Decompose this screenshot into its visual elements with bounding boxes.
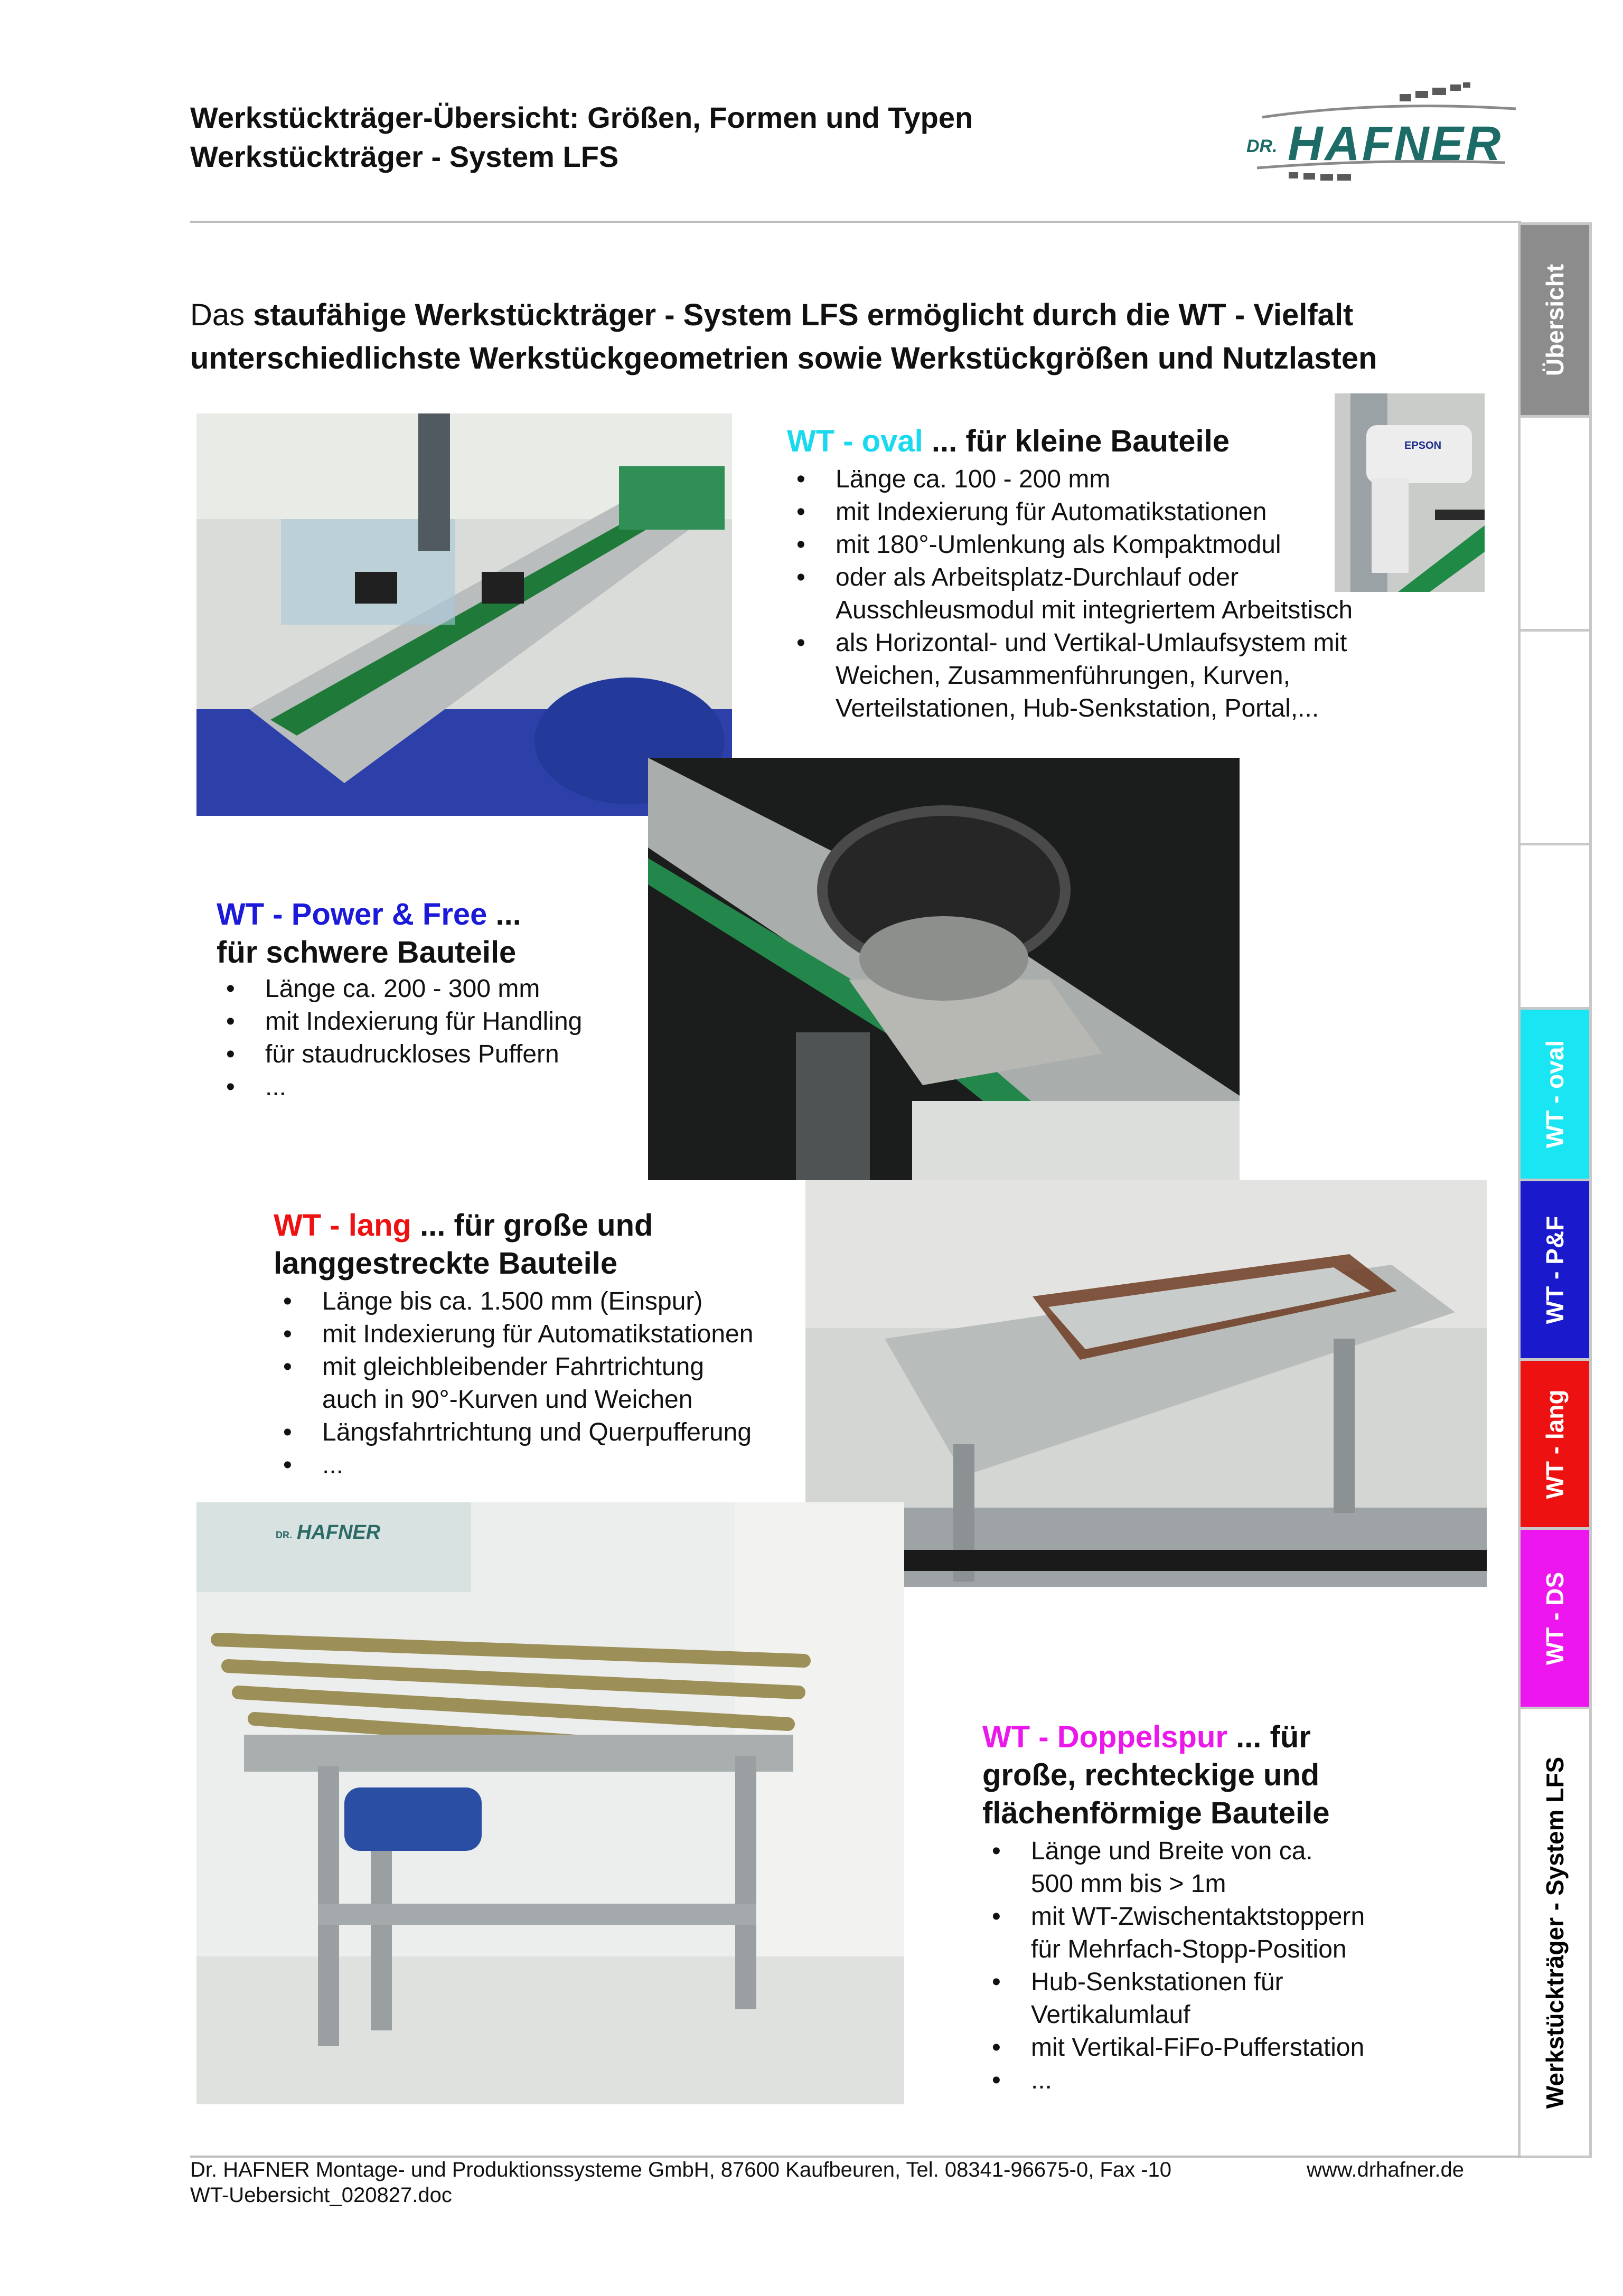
ds-title-colored: WT - Doppelspur [982,1720,1227,1754]
pf-bullet: • ... [217,1071,639,1104]
oval-bullet: • mit Indexierung für Automatikstationen [787,496,1410,529]
intro-lead: Das [190,298,254,332]
lang-title-rest1: ... für große und [411,1208,653,1243]
photo-epson-robot-graphic [1335,393,1485,592]
ds-bullet-list [982,1835,1431,2097]
ds-title-rest2: große, rechteckige und [982,1758,1320,1792]
side-tab-empty[interactable] [1518,843,1592,1010]
epson-label: EPSON [1404,440,1442,451]
footer-website[interactable]: www.drhafner.de [1307,2158,1464,2181]
logo-name: HAFNER [1288,117,1503,171]
lang-bullet: • mit gleichbleibender Fahrtrichtung auch in 90°-Kurven und Weichen [274,1351,724,1416]
side-tab-wt-ds[interactable] [1518,1527,1592,1709]
ds-bullet: • mit WT-Zwischentaktstoppern für Mehrfach-Stopp-Position [982,1900,1401,1966]
oval-title [787,422,1230,460]
ds-title [982,1718,1329,1832]
side-tab-empty[interactable] [1518,415,1592,632]
hafner-logo [1241,79,1526,190]
side-tab-system-lfs[interactable] [1518,1707,1592,2158]
pf-title [217,896,521,972]
lang-title-rest2: langgestreckte Bauteile [274,1246,618,1281]
ds-title-rest3: flächenförmige Bauteile [982,1796,1330,1830]
lang-title [274,1207,653,1283]
lang-bullet: • Länge bis ca. 1.500 mm (Einspur) [274,1285,802,1318]
pf-title-colored: WT - Power & Free [217,897,487,931]
ds-bullet: • Länge und Breite von ca. 500 mm bis > 1m [982,1835,1327,1900]
pf-bullet-list [217,973,639,1104]
oval-bullet: • mit 180°-Umlenkung als Kompaktmodul [787,529,1311,561]
ds-bullet: • ... [982,2064,1431,2097]
side-tab-label: Werkstückträger - System LFS [1541,1756,1569,2109]
oval-title-rest: ... für kleine Bauteile [923,424,1230,458]
oval-bullet: • Länge ca. 100 - 200 mm [787,463,1410,496]
side-tab-wt-oval[interactable] [1518,1007,1592,1181]
side-tab-label: Übersicht [1541,264,1569,377]
side-tab-empty[interactable] [1518,629,1592,845]
footer-company: Dr. HAFNER Montage- und Produktionssysteme GmbH, 87600 Kaufbeuren, Tel. 08341-96675-0, Fax -10 [190,2158,1172,2181]
photo-long-carrier [805,1180,1487,1587]
intro-bold: staufähige Werkstückträger - System LFS ermöglicht durch die WT - Vielfalt unterschiedlichste Werkstückgeometrien sowie Werkstückgrößen und Nutzlasten [190,298,1377,375]
booth-logo-prefix: DR. [276,1530,292,1540]
side-tab-label: WT - P&F [1541,1216,1569,1324]
photo-epson-robot [1335,393,1485,592]
lang-bullet: • mit Indexierung für Automatikstationen [274,1318,802,1351]
pf-bullet: • mit Indexierung für Handling [217,1005,639,1038]
lang-bullet: • Längsfahrtrichtung und Querpufferung [274,1416,802,1449]
side-tab-wt-lang[interactable] [1518,1358,1592,1530]
ds-bullet: • Hub-Senkstationen für Vertikalumlauf [982,1966,1327,2031]
photo-power-free [648,758,1240,1180]
side-tab-label: WT - DS [1541,1572,1569,1665]
pf-title-rest2: für schwere Bauteile [217,935,517,970]
photo-double-track-graphic [196,1502,904,2104]
header-title-line2: Werkstückträger - System LFS [190,140,619,173]
header-divider [190,221,1521,223]
pf-bullet: • Länge ca. 200 - 300 mm [217,973,639,1005]
side-tab-label: WT - oval [1541,1040,1569,1149]
lang-bullet-list [274,1285,802,1482]
photo-double-track [196,1502,904,2104]
photo-oval-conveyor [196,413,732,816]
oval-title-colored: WT - oval [787,424,923,458]
footer-filename: WT-Uebersicht_020827.doc [190,2184,452,2207]
pf-bullet: • für staudruckloses Puffern [217,1038,639,1071]
photo-power-free-graphic [648,758,1240,1180]
booth-logo-name: HAFNER [297,1521,381,1544]
side-tab-wt-pf[interactable] [1518,1179,1592,1361]
side-tab-label: WT - lang [1541,1389,1569,1499]
lang-title-colored: WT - lang [274,1208,411,1243]
lang-bullet: • ... [274,1449,802,1482]
header-title-line1: Werkstückträger-Übersicht: Größen, Formen und Typen [190,101,973,134]
logo-prefix: DR. [1246,136,1278,156]
ds-bullet: • mit Vertikal-FiFo-Pufferstation [982,2031,1431,2064]
photo-long-carrier-graphic [805,1180,1487,1587]
oval-bullet: • als Horizontal- und Vertikal-Umlaufsystem mit Weichen, Zusammenführungen, Kurven, Verteilstationen, Hub-Senkstation, Portal,... [787,627,1410,725]
intro-text [190,294,1511,380]
pf-title-rest1: ... [487,897,521,931]
photo-oval-conveyor-graphic [196,413,732,816]
side-tab-uebersicht[interactable] [1518,222,1592,418]
ds-title-rest1: ... für [1227,1720,1311,1754]
oval-bullet: • oder als Arbeitsplatz-Durchlauf oder Ausschleusmodul mit integriertem Arbeitstisch [787,561,1410,627]
oval-bullet-list [787,463,1410,725]
